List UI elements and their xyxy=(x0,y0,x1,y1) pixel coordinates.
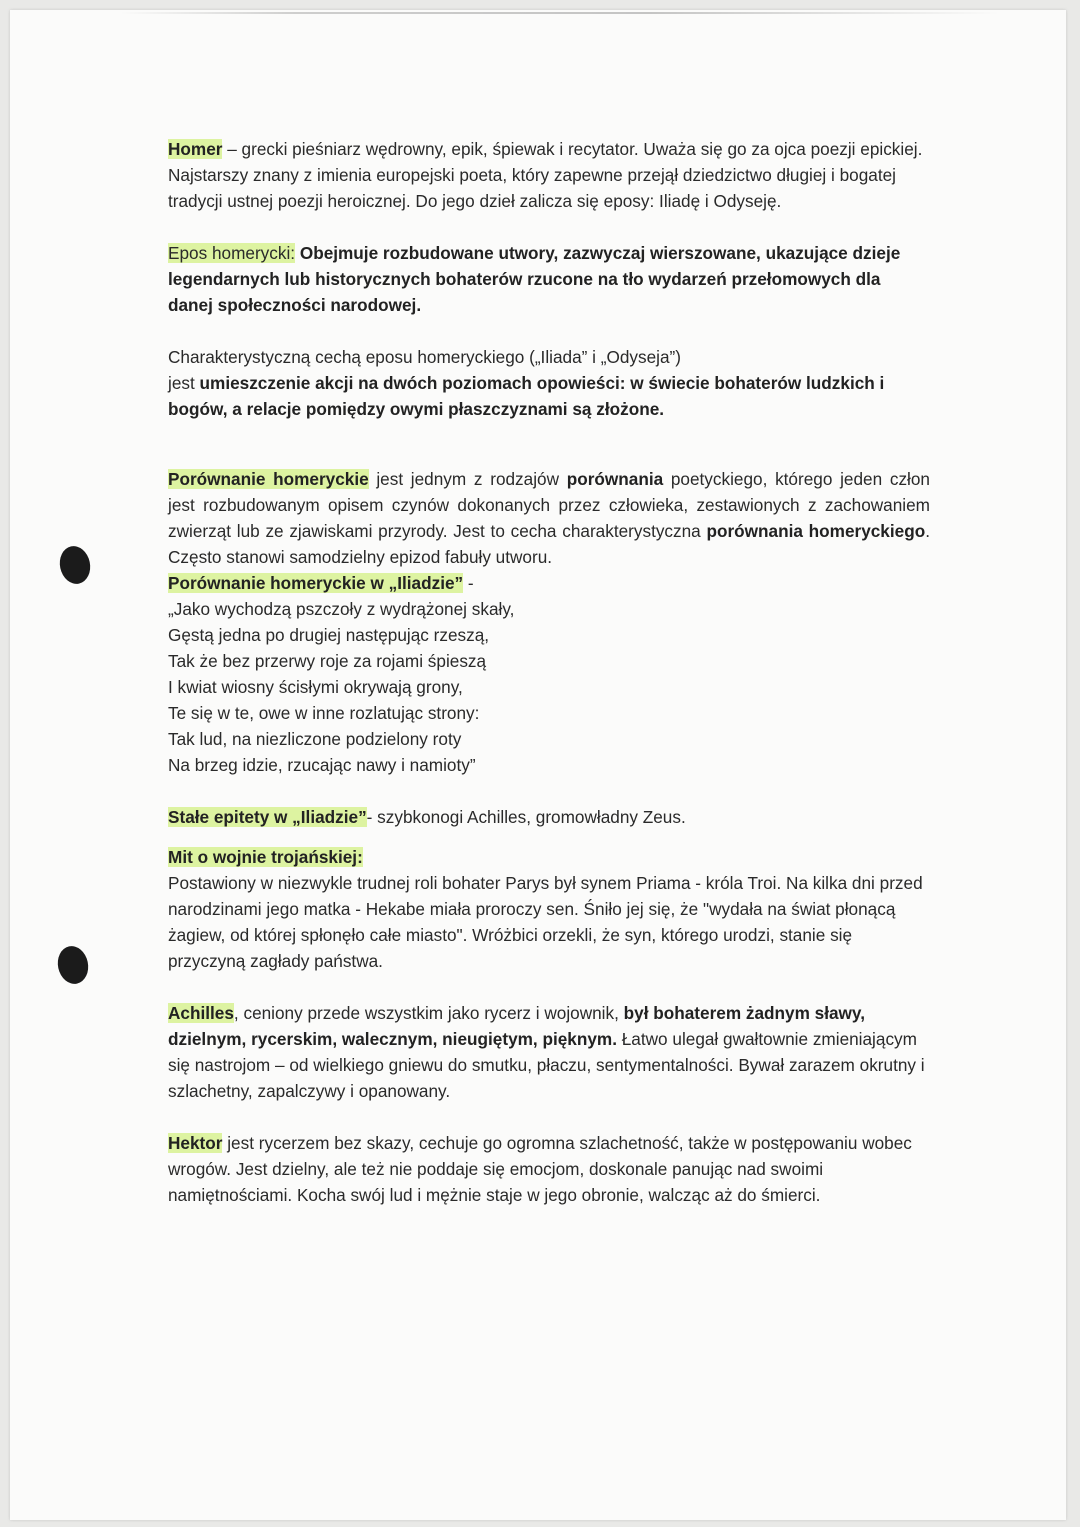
iliada-porownanie-term: Porównanie homeryckie w „Iliadzie” xyxy=(168,573,464,593)
achilles-text2: Łatwo ulegał gwałtownie zmieniającym się nastrojom – od wielkiego gniewu do smutku, płaczu, sentymentalności. Bywał zarazem okrutny i szlachetny, zapalczywy i opanowany. xyxy=(168,1029,925,1101)
porownanie-bold1: porównania xyxy=(566,469,664,489)
hektor-paragraph xyxy=(168,1130,930,1208)
epitety-term: Stałe epitety w „Iliadzie” xyxy=(168,807,367,827)
verse-line: Gęstą jedna po drugiej następując rzeszą, xyxy=(168,625,490,645)
homer-text: – grecki pieśniarz wędrowny, epik, śpiewak i recytator. Uważa się go za ojca poezji epickiej. Najstarszy znany z imienia europejski poeta, który zapewne przejął dziedzictwo długiej i bogatej tradycji ustnej poezji heroicznej. Do jego dzieł zalicza się eposy: Iliadę i Odyseję. xyxy=(168,139,923,211)
epitety-text: - szybkonogi Achilles, gromowładny Zeus. xyxy=(366,807,686,827)
page-top-edge xyxy=(120,12,1000,14)
mit-heading: Mit o wojnie trojańskiej: xyxy=(168,847,363,867)
epos-paragraph xyxy=(168,240,930,318)
cecha-intro: Charakterystyczną cechą eposu homeryckiego („Iliada” i „Odyseja”) xyxy=(168,347,681,367)
document-page xyxy=(10,10,1066,1520)
porownanie-text2: poetyckiego, którego jeden człon jest rozbudowanym opisem czynów dokonanych przez człowieka, zestawionych z zachowaniem zwierząt lub ze zjawiskami przyrody. Jest to cecha charakterystyczna xyxy=(168,469,930,541)
cecha-jest: jest xyxy=(168,373,200,393)
mit-text: Postawiony w niezwykle trudnej roli bohater Parys był synem Priama - króla Troi. Na kilka dni przed narodzinami jego matka - Hekabe miała proroczy sen. Śniło jej się, że "wydała na świat płonącą żagiew, od której spłonęło całe miasto". Wróżbici orzekli, że syn, którego urodzi, stanie się przyczyną zagłady państwa. xyxy=(168,873,923,971)
punch-hole-upper xyxy=(56,543,93,586)
achilles-bold: był bohaterem żadnym sławy, dzielnym, rycerskim, walecznym, nieugiętym, pięknym. xyxy=(168,1003,865,1049)
achilles-paragraph xyxy=(168,1000,930,1104)
epos-text: Obejmuje rozbudowane utwory, zazwyczaj wierszowane, ukazujące dzieje legendarnych lub historycznych bohaterów rzucone na tło wydarzeń przełomowych dla danej społeczności narodowej. xyxy=(168,243,901,315)
epos-term: Epos homerycki: xyxy=(168,243,296,263)
mit-paragraph xyxy=(168,844,930,974)
cecha-paragraph xyxy=(168,344,930,422)
homer-term: Homer xyxy=(168,139,223,159)
verse-line: Tak lud, na niezliczone podzielony roty xyxy=(168,729,462,749)
porownanie-bold2: porównania homeryckiego xyxy=(706,521,926,541)
porownanie-text1: jest jednym z rodzajów xyxy=(368,469,567,489)
achilles-term: Achilles xyxy=(168,1003,234,1023)
verse-line: Tak że bez przerwy roje za rojami śpieszą xyxy=(168,651,487,671)
punch-hole-lower xyxy=(54,943,91,986)
verse-line: „Jako wychodzą pszczoły z wydrążonej skały, xyxy=(168,599,515,619)
hektor-term: Hektor xyxy=(168,1133,223,1153)
document-content xyxy=(168,136,930,1208)
porownanie-paragraph xyxy=(168,466,930,570)
iliada-verse xyxy=(168,596,930,778)
verse-line: Na brzeg idzie, rzucając nawy i namioty” xyxy=(168,755,476,775)
achilles-text1: , ceniony przede wszystkim jako rycerz i wojownik, xyxy=(233,1003,624,1023)
iliada-porownanie-dash: - xyxy=(463,573,474,593)
porownanie-text3: . Często stanowi samodzielny epizod fabuły utworu. xyxy=(168,521,930,567)
iliada-porownanie-heading xyxy=(168,570,930,596)
hektor-text: jest rycerzem bez skazy, cechuje go ogromna szlachetność, także w postępowaniu wobec wrogów. Jest dzielny, ale też nie poddaje się emocjom, doskonale panując nad swoimi namiętnościami. Kocha swój lud i mężnie staje w jego obronie, walcząc aż do śmierci. xyxy=(168,1133,912,1205)
verse-line: Te się w te, owe w inne rozlatując strony: xyxy=(168,703,480,723)
cecha-bold: umieszczenie akcji na dwóch poziomach opowieści: w świecie bohaterów ludzkich i bogów, a relacje pomiędzy owymi płaszczyznami są złożone. xyxy=(168,373,885,419)
porownanie-term: Porównanie homeryckie xyxy=(168,469,369,489)
epitety-paragraph xyxy=(168,804,930,830)
verse-line: I kwiat wiosny ścisłymi okrywają grony, xyxy=(168,677,463,697)
homer-paragraph xyxy=(168,136,930,214)
